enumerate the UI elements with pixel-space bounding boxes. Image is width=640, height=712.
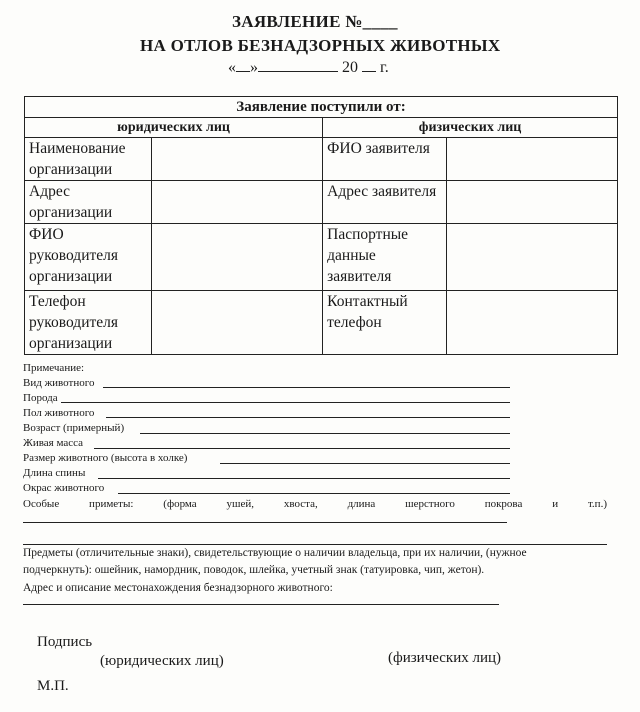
color-label: Окрас животного [23,482,105,494]
director-name-label: ФИО руководителя организации [25,224,152,291]
special-signs-label: Особые приметы: (форма ушей, хвоста, длина шерстного покрова и т.п.) [23,498,607,510]
director-phone-field[interactable] [151,291,322,355]
contact-phone-label: Контактный телефон [323,291,446,355]
age-line[interactable] [140,420,510,434]
passport-data-label: Паспортные данные заявителя [323,224,446,291]
weight-label: Живая масса [23,437,84,449]
back-length-line[interactable] [98,465,510,479]
special-signs-line-2[interactable] [23,532,607,545]
items-text-line2: подчеркнуть): ошейник, намордник, поводок, шлейка, учетный знак (татуировка, чип, жетон). [23,564,485,576]
signature-legal-caption: (юридических лиц) [100,653,224,669]
org-name-field[interactable] [151,138,322,181]
animal-type-line[interactable] [103,374,510,388]
sex-label: Пол животного [23,407,95,419]
animal-type-label: Вид животного [23,377,95,389]
passport-data-field[interactable] [446,224,617,291]
address-description-label: Адрес и описание местонахождения безнадзорного животного: [23,582,333,594]
date-day-blank[interactable] [236,57,250,72]
color-line[interactable] [118,480,510,494]
org-address-field[interactable] [151,181,322,224]
signature-label: Подпись [37,634,93,650]
table-row [25,224,618,291]
document-title: НА ОТЛОВ БЕЗНАДЗОРНЫХ ЖИВОТНЫХ [140,36,501,55]
stamp-place-label: М.П. [37,678,69,694]
age-label: Возраст (примерный) [23,422,125,434]
table-heading: Заявление поступили от: [25,97,618,118]
column-legal-entities: юридических лиц [25,118,323,138]
director-name-field[interactable] [151,224,322,291]
size-label: Размер животного (высота в холке) [23,452,188,464]
date-open-quote: « [228,59,236,76]
applicant-address-label: Адрес заявителя [323,181,446,224]
date-year-suffix: г. [380,59,389,76]
org-address-label: Адрес организации [25,181,152,224]
weight-line[interactable] [94,435,510,449]
document-number-title: ЗАЯВЛЕНИЕ №____ [232,12,398,31]
org-name-label: Наименование организации [25,138,152,181]
date-year-prefix: 20 [342,59,358,76]
notes-title: Примечание: [23,362,85,374]
special-signs-line[interactable] [23,510,507,523]
date-month-blank[interactable] [258,57,338,72]
date-line [228,57,389,77]
applicant-name-field[interactable] [446,138,617,181]
items-text-line1: Предметы (отличительные знаки), свидетельствующие о наличии владельца, при их наличии, (нужное [23,547,527,559]
address-description-line[interactable] [23,592,499,605]
director-phone-label: Телефон руководителя организации [25,291,152,355]
date-year-blank[interactable] [362,57,376,72]
applicant-table [24,96,618,355]
sex-line[interactable] [106,404,510,418]
date-close-quote: » [250,59,258,76]
column-individuals: физических лиц [323,118,618,138]
breed-line[interactable] [61,389,510,403]
applicant-name-label: ФИО заявителя [323,138,446,181]
signature-individual-caption: (физических лиц) [388,650,502,666]
back-length-label: Длина спины [23,467,86,479]
breed-label: Порода [23,392,58,404]
applicant-address-field[interactable] [446,181,617,224]
contact-phone-field[interactable] [446,291,617,355]
table-row [25,181,618,224]
size-line[interactable] [220,450,510,464]
table-row [25,291,618,355]
table-row [25,138,618,181]
